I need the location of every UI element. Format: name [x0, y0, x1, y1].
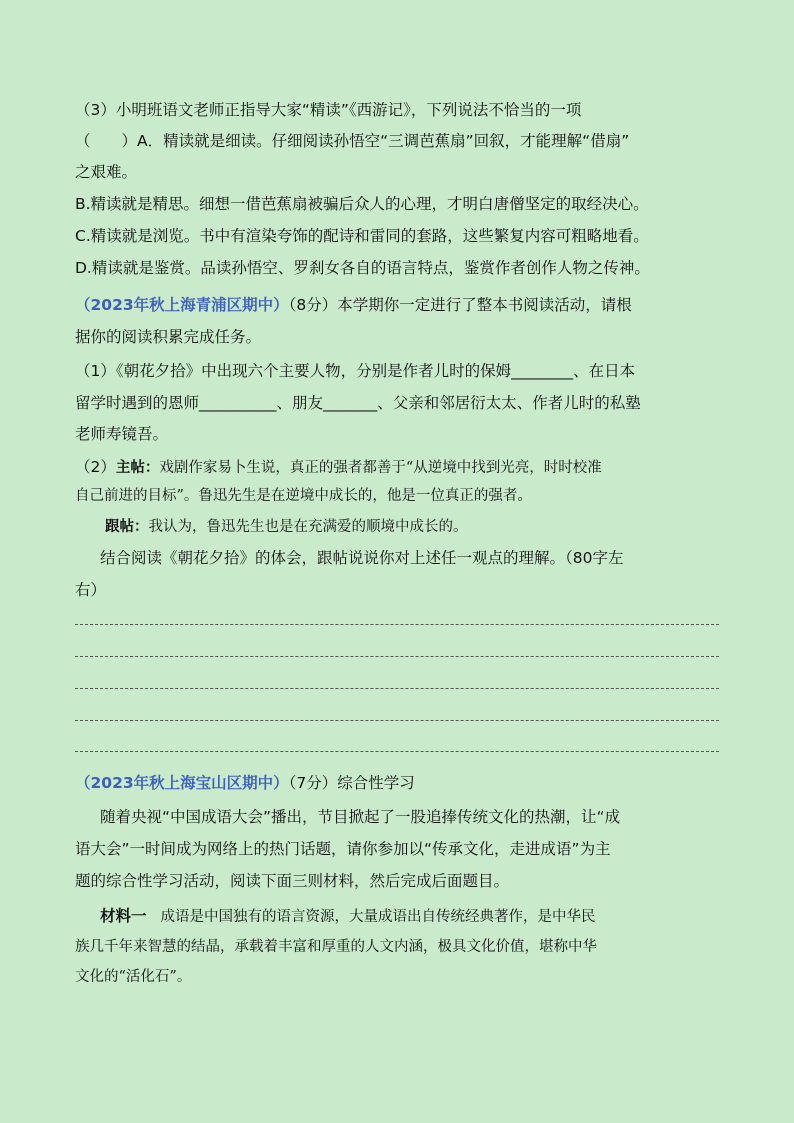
section1-intro: （8分）本学期你一定进行了整本书阅读活动，请根: [288, 296, 632, 314]
answer-line: [75, 720, 719, 721]
q1-line3: 老师寿镜吾。: [75, 425, 169, 443]
section2-heading: [75, 773, 415, 793]
main-post-text: 戏剧作家易卜生说，真正的强者都善于“从逆境中找到光亮，时时校准: [159, 460, 602, 476]
answer-line: [75, 656, 719, 657]
q2-main-post: [75, 457, 602, 478]
material-1-label: 材料一: [100, 907, 147, 925]
main-post-label: 主帖：: [115, 459, 160, 476]
section2-source: （2023年秋上海宝山区期中）: [75, 774, 289, 792]
section2-para-line3: 题的综合性学习活动，阅读下面三则材料，然后完成后面题目。: [75, 872, 510, 890]
q3-stem-line3: 之艰难。: [75, 163, 138, 181]
section2-title: （7分）综合性学习: [288, 774, 415, 792]
reply-label: 跟帖：: [105, 518, 149, 535]
q3-stem-line1: （3）小明班语文老师正指导大家“精读”《西游记》，下列说法不恰当的一项: [75, 101, 582, 119]
q3-option-b: B.精读就是精思。细想一借芭蕉扇被骗后众人的心理，才明白唐僧坚定的取经决心。: [75, 195, 649, 213]
section1-intro-cont: 据你的阅读积累完成任务。: [75, 328, 262, 346]
section1-heading: [75, 295, 632, 315]
q2-task-line1: 结合阅读《朝花夕拾》的体会，跟帖说说你对上述任一观点的理解。（80字左: [100, 549, 624, 567]
answer-line: [75, 751, 719, 752]
q1-line2: 留学时遇到的恩师__________、朋友_______、父亲和邻居衍太太、作者儿时的私塾: [75, 394, 641, 412]
material-1-line2: 族几千年来智慧的结晶，承载着丰富和厚重的人文内涵，极具文化价值，堪称中华: [75, 939, 597, 955]
answer-line: [75, 624, 719, 625]
q1-line1: （1）《朝花夕拾》中出现六个主要人物，分别是作者儿时的保姆________、在日本: [75, 362, 636, 380]
answer-line: [75, 688, 719, 689]
material-1-line3: 文化的“活化石”。: [75, 969, 192, 985]
q3-option-d: D.精读就是鉴赏。品读孙悟空、罗刹女各自的语言特点，鉴赏作者创作人物之传神。: [75, 259, 650, 277]
q2-number: （2）: [75, 458, 116, 476]
section2-para-line2: 语大会”一时间成为网络上的热门话题，请你参加以“传承文化，走进成语”为主: [75, 840, 611, 858]
reply-post: [105, 516, 468, 537]
material-1-text: 成语是中国独有的语言资源，大量成语出自传统经典著作，是中华民: [160, 909, 596, 925]
section1-source: （2023年秋上海青浦区期中）: [75, 296, 289, 314]
section2-para-line1: 随着央视“中国成语大会”播出，节目掀起了一股追捧传统文化的热潮，让“成: [100, 808, 621, 826]
q3-stem-line2: （ ）A．精读就是细读。仔细阅读孙悟空“三调芭蕉扇”回叙，才能理解“借扇”: [75, 132, 630, 150]
reply-text: 我认为，鲁迅先生也是在充满爱的顺境中成长的。: [148, 519, 468, 535]
q3-option-c: C.精读就是浏览。书中有渲染夸饰的配诗和雷同的套路，这些繁复内容可粗略地看。: [75, 227, 649, 245]
q2-task-line2: 右）: [75, 581, 107, 599]
main-post-text-cont: 自己前进的目标”。鲁迅先生是在逆境中成长的，他是一位真正的强者。: [75, 488, 532, 504]
material-1-line1: [100, 906, 596, 927]
